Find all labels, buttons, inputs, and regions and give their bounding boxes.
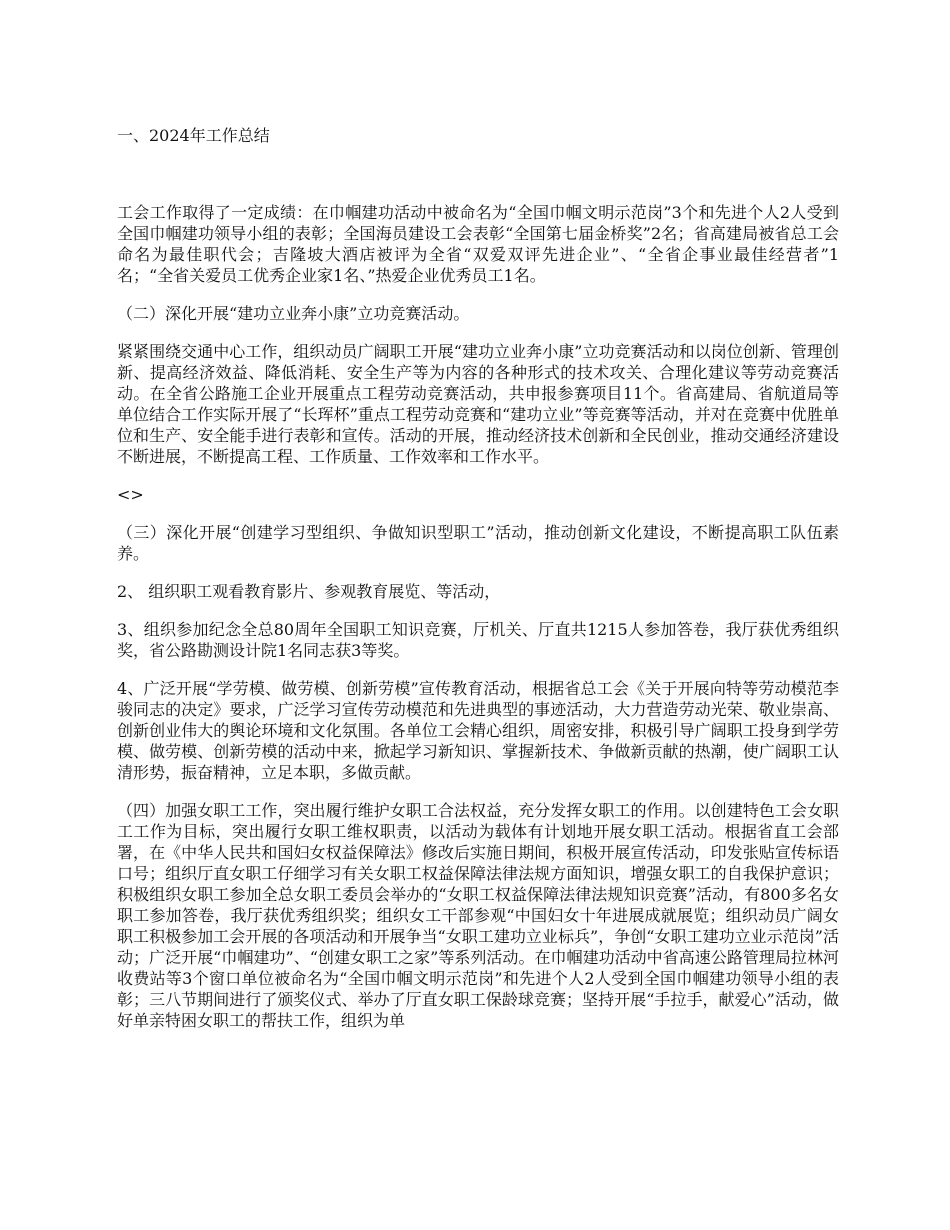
paragraph-item-3: 3、组织参加纪念全总80周年全国职工知识竞赛，厅机关、厅直共1215人参加答卷，我厅获优秀组织奖，省公路勘测设计院1名同志获3等奖。 xyxy=(117,620,839,660)
paragraph-competition: 紧紧围绕交通中心工作，组织动员广阔职工开展“建功立业奔小康”立功竞赛活动和以岗位创新、管理创新、提高经济效益、降低消耗、安全生产等为内容的各种形式的技术攻关、合理化建议等劳动竞赛活动。在全省公路施工企业开展重点工程劳动竞赛活动，共申报参赛项目11个。省高建局、省航道局等单位结合工作实际开展了“长珲杯”重点工程劳动竞赛和“建功立业”等竞赛等活动，并对在竞赛中优胜单位和生产、安全能手进行表彰和宣传。活动的开展，推动经济技术创新和全民创业，推动交通经济建设不断进展，不断提高工程、工作质量、工作效率和工作水平。 xyxy=(117,342,839,466)
section-heading: 一、2024年工作总结 xyxy=(117,126,270,145)
paragraph-item-4: 4、广泛开展“学劳模、做劳模、创新劳模”宣传教育活动，根据省总工会《关于开展向特等劳动模范李骏同志的决定》要求，广泛学习宣传劳动模范和先进典型的事迹活动，大力营造劳动光荣、敬业崇高、创新创业伟大的舆论环境和文化氛围。各单位工会精心组织，周密安排，积极引导广阔职工投身到学劳模、做劳模、创新劳模的活动中来，掀起学习新知识、掌握新技术、争做新贡献的热潮，使广阔职工认清形势，振奋精神，立足本职，多做贡献。 xyxy=(117,679,839,782)
paragraph-subheading-3: （三）深化开展“创建学习型组织、争做知识型职工”活动，推动创新文化建设，不断提高职工队伍素养。 xyxy=(117,523,839,563)
paragraph-item-2: 2、 组织职工观看教育影片、参观教育展览、等活动， xyxy=(117,582,501,601)
paragraph-achievements: 工会工作取得了一定成绩：在巾帼建功活动中被命名为“全国巾帼文明示范岗”3个和先进个人2人受到全国巾帼建功领导小组的表彰；全国海员建设工会表彰“全国第七届金桥奖”2名；省高建局被省总工会命名为最佳职代会；吉隆坡大酒店被评为全省“双爱双评先进企业”、“全省企事业最佳经营者”1名；“全省关爱员工优秀企业家1名、”热爱企业优秀员工1名。 xyxy=(117,203,839,285)
paragraph-subheading-2: （二）深化开展“建功立业奔小康”立功竞赛活动。 xyxy=(117,304,470,323)
paragraph-placeholder: <> xyxy=(117,485,144,504)
paragraph-subheading-4: （四）加强女职工工作，突出履行维护女职工合法权益，充分发挥女职工的作用。以创建特色工会女职工工作为目标，突出履行女职工维权职责，以活动为载体有计划地开展女职工活动。根据省直工会部署，在《中华人民共和国妇女权益保障法》修改后实施日期间，积极开展宣传活动，印发张贴宣传标语口号；组织厅直女职工仔细学习有关女职工权益保障法律法规方面知识，增强女职工的自我保护意识；积极组织女职工参加全总女职工委员会举办的“女职工权益保障法律法规知识竞赛”活动，有800多名女职工参加答卷，我厅获优秀组织奖；组织女工干部参观“中国妇女十年进展成就展览；组织动员广阔女职工积极参加工会开展的各项活动和开展争当“女职工建功立业标兵”，争创“女职工建功立业示范岗”活动；广泛开展“巾帼建功”、“创建女职工之家”等系列活动。在巾帼建功活动中省高速公路管理局拉林河收费站等3个窗口单位被命名为“全国巾帼文明示范岗”和先进个人2人受到全国巾帼建功领导小组的表彰；三八节期间进行了颁奖仪式、举办了厅直女职工保龄球竞赛；坚持开展“手拉手，献爱心”活动，做好单亲特困女职工的帮扶工作，组织为单 xyxy=(117,801,839,1030)
document-body xyxy=(117,122,839,1048)
